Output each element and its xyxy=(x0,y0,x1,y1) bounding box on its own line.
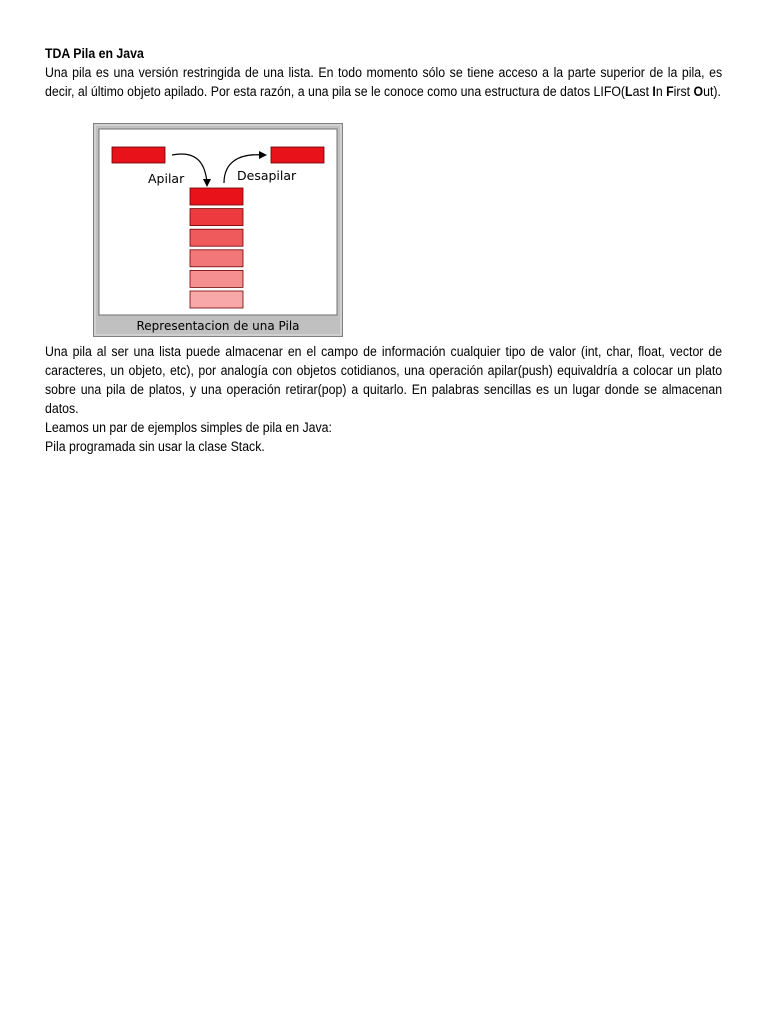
stack-level-5 xyxy=(190,270,243,287)
examples-line: Leamos un par de ejemplos simples de pila en Java: xyxy=(45,420,332,435)
lifo-letter-f: F xyxy=(666,84,674,99)
lifo-letter-i: I xyxy=(652,84,656,99)
lifo-part-n: n xyxy=(655,84,667,99)
pop-block xyxy=(271,147,324,163)
stack-level-3 xyxy=(190,229,243,246)
pop-label: Desapilar xyxy=(237,168,297,183)
stack-class-line: Pila programada sin usar la clase Stack. xyxy=(45,439,265,454)
lifo-letter-o: O xyxy=(693,84,704,99)
document-body xyxy=(45,342,722,456)
intro-text: Una pila es una versión restringida de una lista. En todo momento sólo se tiene acceso a la parte superior de la pila, es decir, al último objeto apilado. Por esta razón, a una pila se le conoce como una estructura de datos LIFO( xyxy=(45,65,723,99)
intro-paragraph xyxy=(45,63,722,101)
stack-diagram xyxy=(93,123,343,337)
lifo-part-ut: ut). xyxy=(703,84,721,99)
lifo-letter-l: L xyxy=(625,84,633,99)
lifo-part-irst: irst xyxy=(673,84,694,99)
figure-caption: Representacion de una Pila xyxy=(136,319,300,333)
push-label: Apilar xyxy=(148,171,185,186)
stack-level-2 xyxy=(190,209,243,226)
document-top xyxy=(45,44,722,101)
stack-level-6 xyxy=(190,291,243,308)
stack-figure xyxy=(93,123,343,337)
stack-level-1 xyxy=(190,188,243,205)
push-block xyxy=(112,147,165,163)
stack-level-4 xyxy=(190,250,243,267)
lifo-part-ast: ast xyxy=(632,84,653,99)
body-paragraph: Una pila al ser una lista puede almacenar en el campo de información cualquier tipo de valor (int, char, float, vector de caracteres, un objeto, etc), por analogía con objetos cotidianos, una operación apilar(push) equivaldría a colocar un plato sobre una pila de platos, y una operación retirar(pop) a quitarlo. En palabras sencillas es un lugar donde se almacenan datos. xyxy=(45,344,723,416)
document-title: TDA Pila en Java xyxy=(45,46,144,61)
